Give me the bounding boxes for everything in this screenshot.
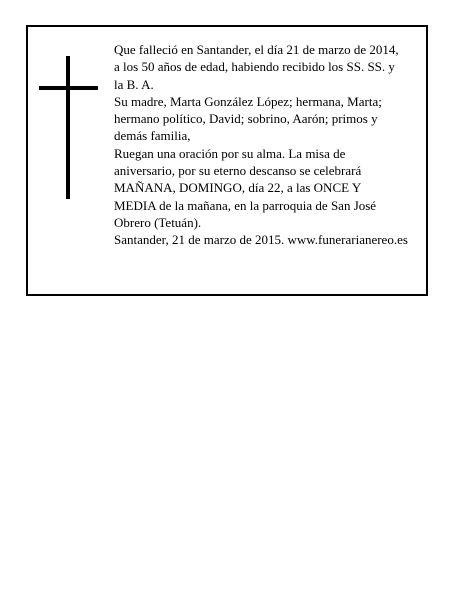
notice-line-8: aniversario, por su eterno descanso se celebrará xyxy=(114,163,362,179)
notice-line-12: Santander, 21 de marzo de 2015. www.funerarianereo.es xyxy=(114,232,408,248)
notice-line-6: demás familia, xyxy=(114,128,191,144)
cross-vertical-bar xyxy=(66,56,70,199)
obituary-notice-frame xyxy=(26,25,428,296)
notice-line-9: MAÑANA, DOMINGO, día 22, a las ONCE Y xyxy=(114,180,362,196)
notice-line-4: Su madre, Marta González López; hermana, Marta; xyxy=(114,93,382,109)
notice-line-10: MEDIA de la mañana, en la parroquia de San José xyxy=(114,197,377,213)
notice-line-5: hermano político, David; sobrino, Aarón; primos y xyxy=(114,111,378,127)
notice-line-3: la B. A. xyxy=(114,76,154,92)
notice-line-11: Obrero (Tetuán). xyxy=(114,214,202,230)
notice-line-1: Que falleció en Santander, el día 21 de marzo de 2014, xyxy=(114,42,399,57)
obituary-text xyxy=(114,41,426,249)
notice-line-7: Ruegan una oración por su alma. La misa de xyxy=(114,145,346,161)
cross-horizontal-bar xyxy=(39,86,98,90)
notice-line-2: a los 50 años de edad, habiendo recibido los SS. SS. y xyxy=(114,59,395,75)
